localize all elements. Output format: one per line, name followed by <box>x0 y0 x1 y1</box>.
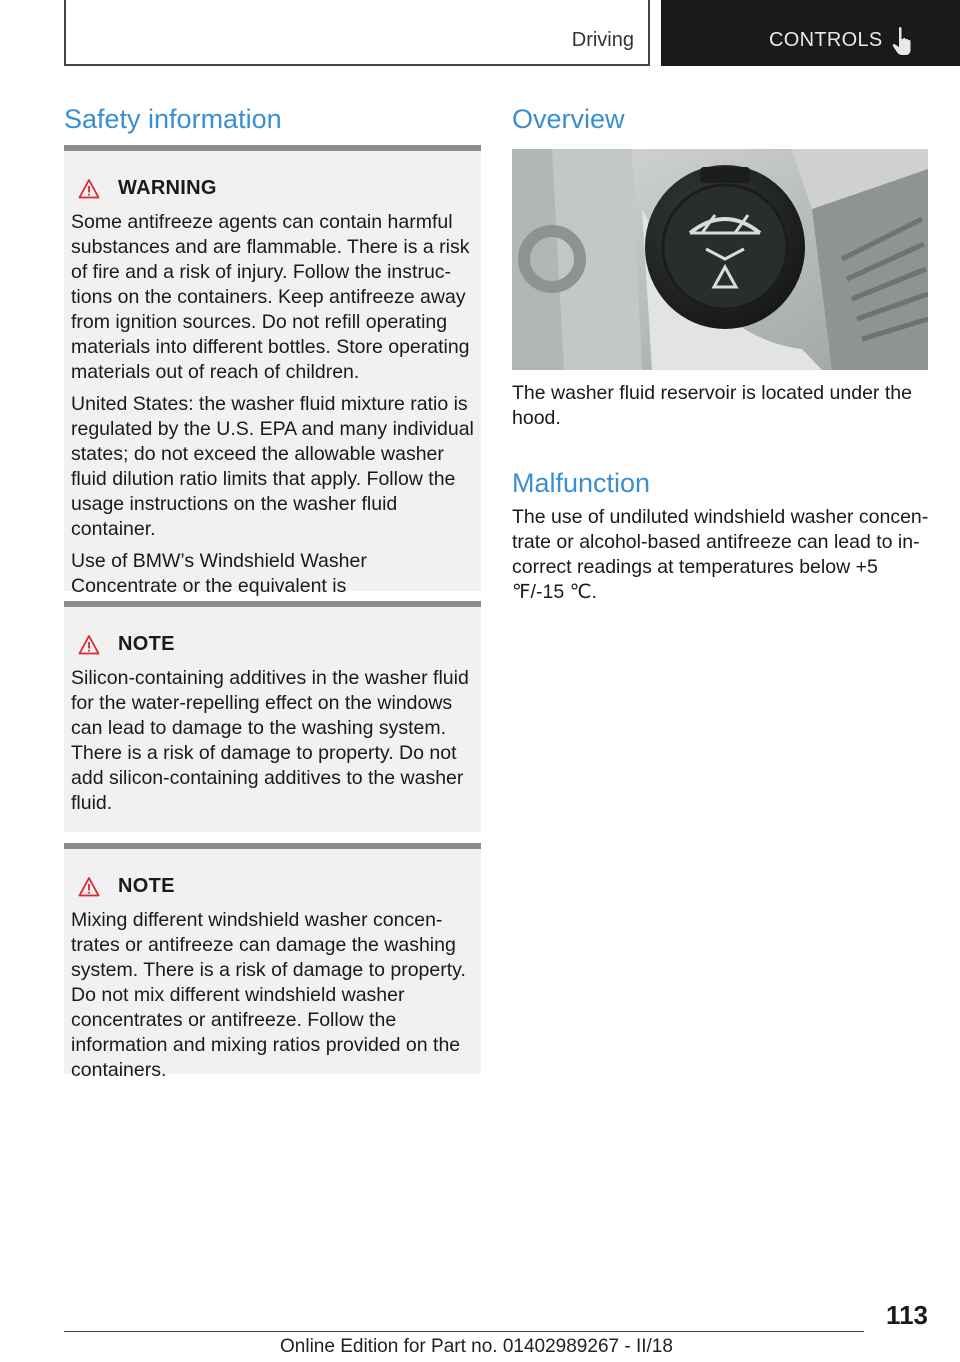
note-paragraph: Silicon-containing additives in the washer fluid for the water-repelling effect on the windows can lead to damage to the washing system. There is a risk of damage to property. Do not add silicon-containing additives to the washer fluid. <box>71 667 469 814</box>
warning-paragraph: United States: the washer fluid mixture ratio is regulated by the U.S. EPA and many individual states; do not exceed the allowable washer fluid dilution ratio limits that apply. Follow the usage instructions on the washer fluid container. <box>71 393 474 540</box>
note-box <box>64 843 481 1081</box>
warning-label: WARNING <box>118 177 217 199</box>
overview-text: The washer fluid reservoir is located under the hood. <box>512 382 912 429</box>
pointing-hand-icon <box>891 26 917 56</box>
note-label: NOTE <box>118 633 175 655</box>
header-section-label: Driving <box>571 29 634 51</box>
warning-triangle-icon <box>78 178 100 200</box>
warning-paragraph: Use of BMW’s Windshield Washer Concentrate or the equivalent is <box>71 550 367 597</box>
header-section-tab <box>64 0 650 66</box>
warning-header <box>78 177 217 200</box>
warning-paragraph: Some antifreeze agents can contain harmful substances and are flammable. There is a risk of fire and a risk of injury. Follow the instructions on the containers. Keep antifreeze away from ignition sources. Do not refill operating materials into different bottles. Store operating materials out of reach of children. <box>71 211 470 383</box>
washer-fluid-cap-icon <box>512 149 928 370</box>
footer-edition: Online Edition for Part no. 01402989267 - II/18 <box>280 1336 673 1357</box>
note-label: NOTE <box>118 875 175 897</box>
note-header <box>78 633 175 656</box>
overview-title: Overview <box>512 104 625 134</box>
malfunction-title: Malfunction <box>512 468 651 498</box>
note-text <box>71 666 477 823</box>
note-paragraph: Mixing different windshield washer concentrates or antifreeze can damage the washing system. There is a risk of damage to property. Do not mix different windshield washer concentrates or antifreeze. Follow the information and mixing ratios provided on the containers. <box>71 909 466 1081</box>
warning-triangle-icon <box>78 876 100 898</box>
warning-box <box>64 145 481 597</box>
footer-divider <box>64 1331 864 1332</box>
warning-text <box>71 210 477 631</box>
header-chapter-tab <box>661 0 960 66</box>
safety-information-title: Safety information <box>64 104 282 134</box>
warning-triangle-icon <box>78 634 100 656</box>
page-number: 113 <box>886 1300 928 1330</box>
note-text <box>71 908 477 1090</box>
note-header <box>78 875 175 898</box>
note-box <box>64 601 481 832</box>
malfunction-text: The use of undiluted windshield washer concentrate or alcohol-based antifreeze can lead to incorrect readings at temperatures below +5 ℉/-15 ℃. <box>512 506 929 603</box>
washer-fluid-reservoir-photo <box>512 149 928 370</box>
header-chapter-label: CONTROLS <box>769 29 883 51</box>
